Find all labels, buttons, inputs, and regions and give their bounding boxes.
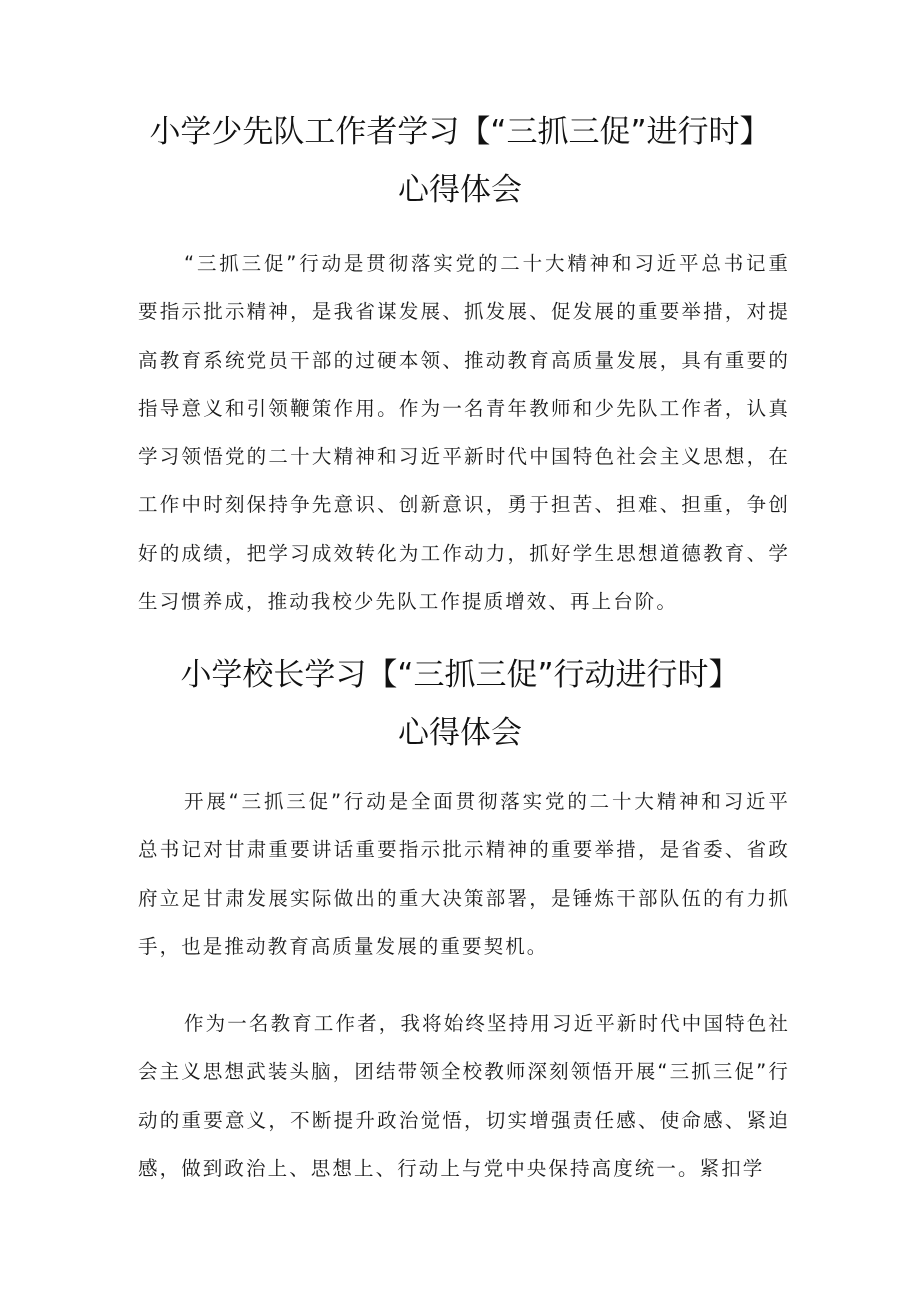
article-1-title-line-2: 心得体会 [398,172,522,208]
article-2-title-line-2: 心得体会 [398,715,522,751]
article-2-title-line-1: 小学校长学习【“三抓三促”行动进行时】 [180,657,740,693]
article-2-paragraph-1: 开展“三抓三促”行动是全面贯彻落实党的二十大精神和习近平总书记对甘肃重要讲话重要指示批示精神的重要举措，是省委、省政府立足甘肃发展实际做出的重大决策部署，是锤炼干部队伍的有力抓手，也是推动教育高质量发展的重要契机。 [138,790,790,958]
article-1-paragraph-1: “三抓三促”行动是贯彻落实党的二十大精神和习近平总书记重要指示批示精神，是我省谋发展、抓发展、促发展的重要举措，对提高教育系统党员干部的过硬本领、推动教育高质量发展，具有重要的指导意义和引领鞭策作用。作为一名青年教师和少先队工作者，认真学习领悟党的二十大精神和习近平新时代中国特色社会主义思想，在工作中时刻保持争先意识、创新意识，勇于担苦、担难、担重，争创好的成绩，把学习成效转化为工作动力，抓好学生思想道德教育、学生习惯养成，推动我校少先队工作提质增效、再上台阶。 [138,252,790,614]
article-2-paragraph-2: 作为一名教育工作者，我将始终坚持用习近平新时代中国特色社会主义思想武装头脑，团结带领全校教师深刻领悟开展“三抓三促”行动的重要意义，不断提升政治觉悟，切实增强责任感、使命感、紧迫感，做到政治上、思想上、行动上与党中央保持高度统一。紧扣学 [138,1012,790,1180]
article-1-title-line-1: 小学少先队工作者学习【“三抓三促”进行时】 [149,114,771,150]
article-1-title [100,103,820,219]
article-2-title [100,646,820,762]
